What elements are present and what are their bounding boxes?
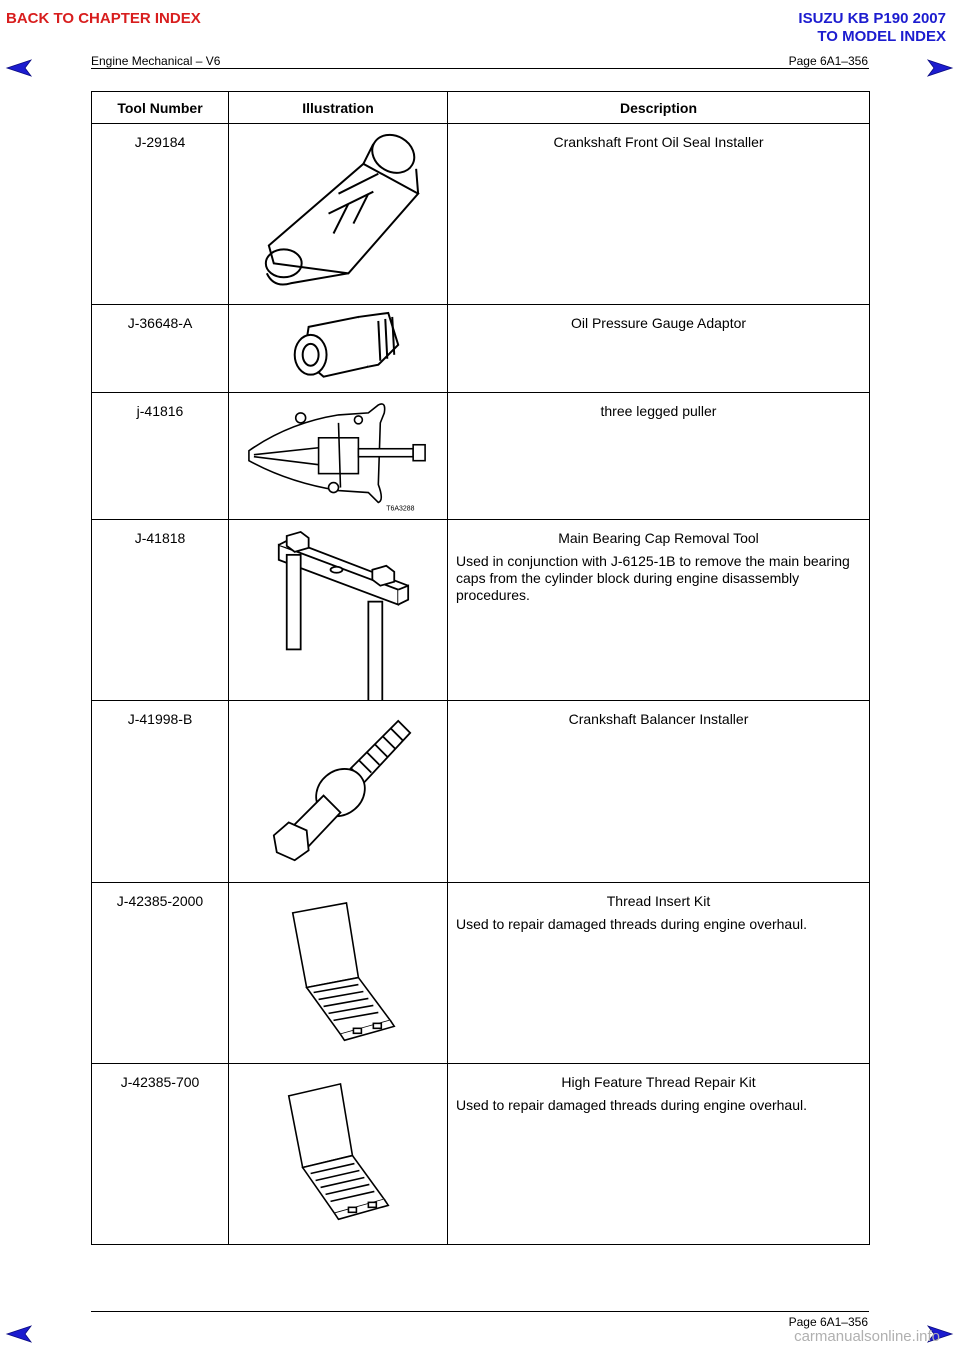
gauge-adaptor-illustration [229,305,447,392]
tool-number: J-29184 [92,124,229,305]
tool-number: J-42385-700 [92,1063,229,1244]
tool-title: Oil Pressure Gauge Adaptor [570,315,747,332]
table-header-row [92,92,870,124]
tool-title: Crankshaft Balancer Installer [568,711,749,728]
watermark: carmanualsonline.info [794,1328,940,1345]
tool-title: three legged puller [600,402,717,419]
table-row [92,124,870,305]
tool-illustration [229,392,448,519]
tool-illustration [229,305,448,393]
tool-illustration [229,1063,448,1244]
tool-number: J-36648-A [92,305,229,393]
header-rule [91,68,869,69]
column-header-description: Description [448,92,870,124]
tool-title: High Feature Thread Repair Kit [561,1073,756,1090]
column-header-tool-number: Tool Number [92,92,229,124]
model-index-link[interactable] [798,10,946,46]
three-legged-puller-illustration [229,393,447,519]
previous-page-arrow-icon[interactable] [5,58,35,78]
thread-repair-kit-illustration [229,1064,447,1244]
tool-title: Thread Insert Kit [606,892,711,909]
tool-title: Crankshaft Front Oil Seal Installer [553,134,764,150]
tool-number: J-42385-2000 [92,882,229,1063]
tool-description [448,701,870,882]
tool-description [448,305,870,393]
page-number-header: Page 6A1–356 [788,54,868,68]
table-row [92,305,870,393]
model-title-line2[interactable]: TO MODEL INDEX [817,28,946,45]
table-row [92,520,870,701]
tool-description [448,520,870,701]
oil-seal-installer-illustration [229,124,447,304]
tool-description [448,392,870,519]
tool-illustration [229,520,448,701]
tool-illustration [229,124,448,305]
previous-page-arrow-bottom-icon[interactable] [5,1324,35,1344]
section-header: Engine Mechanical – V6 [91,54,221,68]
thread-insert-kit-illustration [229,883,447,1063]
page-number-footer: Page 6A1–356 [788,1315,868,1329]
tool-title: Main Bearing Cap Removal Tool [558,530,759,547]
footer-rule [91,1311,869,1312]
tool-body: Used in conjunction with J-6125-1B to remove the main bearing caps from the cylinder block during engine disassembly procedures. [456,553,850,604]
back-to-chapter-index-link[interactable]: BACK TO CHAPTER INDEX [6,10,201,27]
figure-label: T6A3288 [386,505,415,513]
special-tools-table [91,91,870,1245]
tool-description [448,1063,870,1244]
model-title-line1: ISUZU KB P190 2007 [798,10,946,27]
balancer-installer-illustration [229,701,447,881]
bearing-cap-removal-tool-illustration [229,520,447,700]
tool-number: J-41818 [92,520,229,701]
table-row [92,392,870,519]
table-row [92,1063,870,1244]
tool-illustration [229,701,448,882]
tool-description [448,882,870,1063]
tool-number: j-41816 [92,392,229,519]
column-header-illustration: Illustration [229,92,448,124]
tool-body: Used to repair damaged threads during engine overhaul. [456,1096,808,1113]
tool-description [448,124,870,305]
next-page-arrow-icon[interactable] [924,58,954,78]
tool-number: J-41998-B [92,701,229,882]
table-row [92,701,870,882]
table-row [92,882,870,1063]
tool-body: Used to repair damaged threads during engine overhaul. [456,915,808,932]
tool-illustration [229,882,448,1063]
